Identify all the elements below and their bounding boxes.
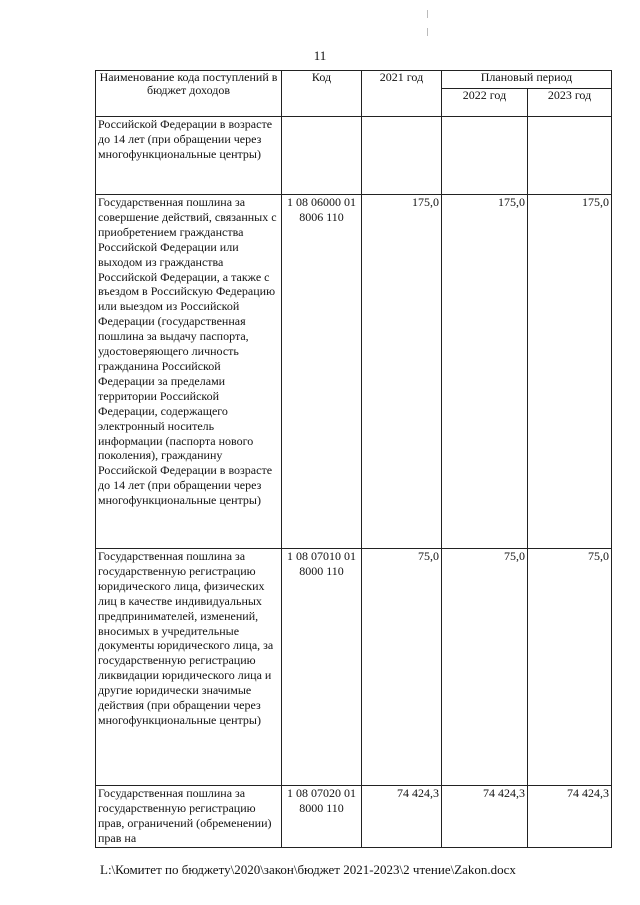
row-name: Государственная пошлина за государственную регистрацию прав, ограничений (обременении) прав на (96, 786, 282, 848)
file-path-footer: L:\Комитет по бюджету\2020\закон\бюджет 2021-2023\2 чтение\Zakon.docx (100, 862, 516, 877)
scan-mark (427, 28, 428, 36)
row-value-2021: 175,0 (362, 195, 442, 549)
row-value-2021: 75,0 (362, 549, 442, 786)
header-code: Код (282, 71, 362, 117)
row-value-2021 (362, 117, 442, 195)
header-plan-period: Плановый период (442, 71, 612, 89)
row-value-2022: 74 424,3 (442, 786, 528, 848)
header-name: Наименование кода поступлений в бюджет доходов (96, 71, 282, 117)
row-value-2022: 75,0 (442, 549, 528, 786)
scan-mark (427, 10, 428, 18)
row-value-2021: 74 424,3 (362, 786, 442, 848)
row-value-2023: 75,0 (528, 549, 612, 786)
row-name: Государственная пошлина за совершение действий, связанных с приобретением гражданства Российской Федерации или выходом из гражданства Российской Федерации, а также с въездом в Российскую Федерацию или выездом из Российской Федерации (государственная пошлина за выдачу паспорта, удостоверяющего личность гражданина Российской Федерации за пределами территории Российской Федерации, содержащего электронный носитель информации (паспорта нового поколения), гражданину Российской Федерации в возрасте до 14 лет (при обращении через многофункциональные центры) (96, 195, 282, 549)
row-value-2023: 175,0 (528, 195, 612, 549)
budget-income-table (95, 70, 612, 848)
row-code: 1 08 07020 01 8000 110 (282, 786, 362, 848)
row-value-2023: 74 424,3 (528, 786, 612, 848)
table-row (96, 549, 612, 786)
row-value-2022: 175,0 (442, 195, 528, 549)
header-2023: 2023 год (528, 89, 612, 117)
row-value-2023 (528, 117, 612, 195)
row-value-2022 (442, 117, 528, 195)
row-code (282, 117, 362, 195)
page-number: 11 (313, 48, 327, 63)
row-name: Российской Федерации в возрасте до 14 лет (при обращении через многофункциональные центры) (96, 117, 282, 195)
table-row (96, 786, 612, 848)
table-row (96, 117, 612, 195)
row-name: Государственная пошлина за государственную регистрацию юридического лица, физических лиц в качестве индивидуальных предпринимателей, изменений, вносимых в учредительные документы юридического лица, за государственную регистрацию ликвидации юридического лица и другие юридически значимые действия (при обращении через многофункциональные центры) (96, 549, 282, 786)
table-row (96, 195, 612, 549)
row-code: 1 08 07010 01 8000 110 (282, 549, 362, 786)
row-code: 1 08 06000 01 8006 110 (282, 195, 362, 549)
header-2022: 2022 год (442, 89, 528, 117)
header-2021: 2021 год (362, 71, 442, 117)
